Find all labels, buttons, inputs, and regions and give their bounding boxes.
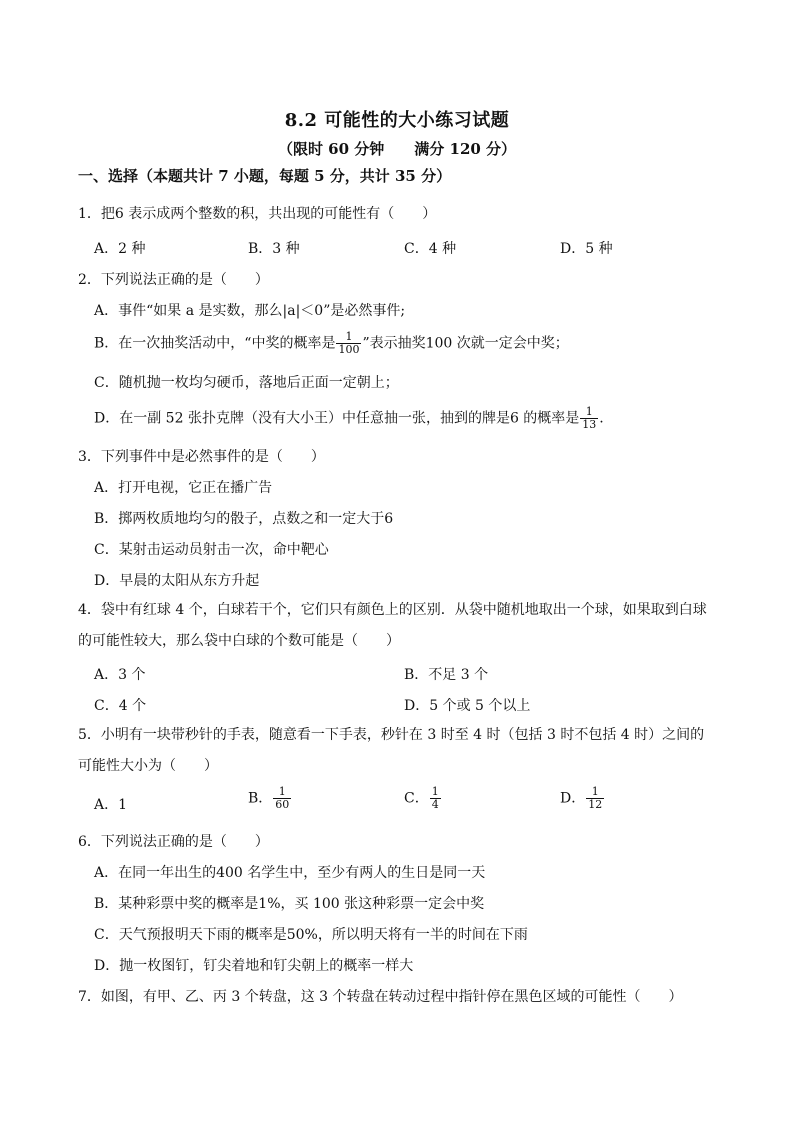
question-4-stem: 4．袋中有红球 4 个，白球若干个，它们只有颜色上的区别．从袋中随机地取出一个球，如果取到白球的可能性较大，那么袋中白球的个数可能是（ ） [78,602,707,649]
page-title: 8.2 可能性的大小练习试题 [284,110,510,131]
question-4-option-a: A．3 个 [94,667,146,683]
question-6-stem: 6．下列说法正确的是（ ） [78,834,269,850]
question-2-option-d [94,406,604,431]
fraction-denominator: 100 [338,343,360,356]
question-3-option-d: D．早晨的太阳从东方升起 [94,573,260,589]
fraction-1-12 [586,786,604,811]
question-2-stem: 2．下列说法正确的是（ ） [78,272,269,288]
question-4-option-c: C．4 个 [94,698,147,714]
time-limit: （限时 60 分钟 [277,140,385,158]
fraction-numerator: 1 [431,785,439,798]
fraction-numerator: 1 [585,405,593,418]
fraction-1-100 [336,331,361,356]
question-5-option-d [560,786,605,811]
question-5-option-c-label: C． [404,790,429,807]
fraction-denominator: 12 [588,798,603,811]
question-2-option-b-tail: ”表示抽奖100 次就一定会中奖； [362,335,569,352]
fraction-denominator: 60 [275,798,290,811]
fraction-numerator: 1 [591,785,599,798]
question-2-option-c: C．随机抛一枚均匀硬币，落地后正面一定朝上； [94,375,399,391]
question-3-option-c: C．某射击运动员射击一次，命中靶心 [94,542,329,558]
question-1-option-c: C．4 种 [404,241,457,257]
question-2-option-b [94,331,569,356]
fraction-numerator: 1 [278,785,286,798]
question-2-option-d-tail: . [599,410,604,427]
question-1-option-a: A．2 种 [94,241,146,257]
fraction-denominator: 13 [582,418,597,431]
question-6-option-c: C．天气预报明天下雨的概率是50%，所以明天将有一半的时间在下雨 [94,927,528,943]
question-6-option-b: B．某种彩票中奖的概率是1%，买 100 张这种彩票一定会中奖 [94,896,485,912]
fraction-1-4 [430,786,441,811]
question-7-stem: 7．如图，有甲、乙、丙 3 个转盘，这 3 个转盘在转动过程中指针停在黑色区域的可能性（ ） [78,989,683,1005]
question-1-option-d: D．5 种 [560,241,613,257]
question-5-option-a: A．1 [94,797,128,813]
fraction-denominator: 4 [431,798,439,811]
question-1-stem: 1．把6 表示成两个整数的积，共出现的可能性有（ ） [78,206,437,222]
question-4-option-d: D．5 个或 5 个以上 [404,698,531,714]
question-4-option-b: B．不足 3 个 [404,667,489,683]
question-2-option-b-text: B．在一次抽奖活动中，“中奖的概率是 [94,335,336,352]
question-5-stem: 5．小明有一块带秒针的手表，随意看一下手表，秒针在 3 时至 4 时（包括 3 时不包括 4 时）之间的可能性大小为（ ） [78,727,705,774]
question-3-option-a: A．打开电视，它正在播广告 [94,480,273,496]
question-6-option-a: A．在同一年出生的400 名学生中，至少有两人的生日是同一天 [94,865,486,881]
full-score: 满分 120 分） [414,140,517,158]
question-3-stem: 3．下列事件中是必然事件的是（ ） [78,449,325,465]
question-5-option-b [248,786,292,811]
fraction-1-13 [580,406,598,431]
question-5-option-b-label: B． [248,790,273,807]
page-subtitle [0,138,794,159]
fraction-1-60 [273,786,291,811]
question-6-option-d: D．抛一枚图钉，钉尖着地和钉尖朝上的概率一样大 [94,958,414,974]
question-3-option-b: B．掷两枚质地均匀的骰子，点数之和一定大于6 [94,511,394,527]
section-heading: 一、选择（本题共计 7 小题，每题 5 分，共计 35 分） [78,167,452,185]
fraction-numerator: 1 [345,330,353,343]
question-1-option-b: B．3 种 [248,241,300,257]
question-5-option-d-label: D． [560,790,586,807]
question-5-option-c [404,786,442,811]
question-2-option-a: A．事件“如果 a 是实数，那么|a|＜0”是必然事件; [94,303,406,319]
question-2-option-d-text: D．在一副 52 张扑克牌（没有大小王）中任意抽一张，抽到的牌是6 的概率是 [94,410,580,427]
